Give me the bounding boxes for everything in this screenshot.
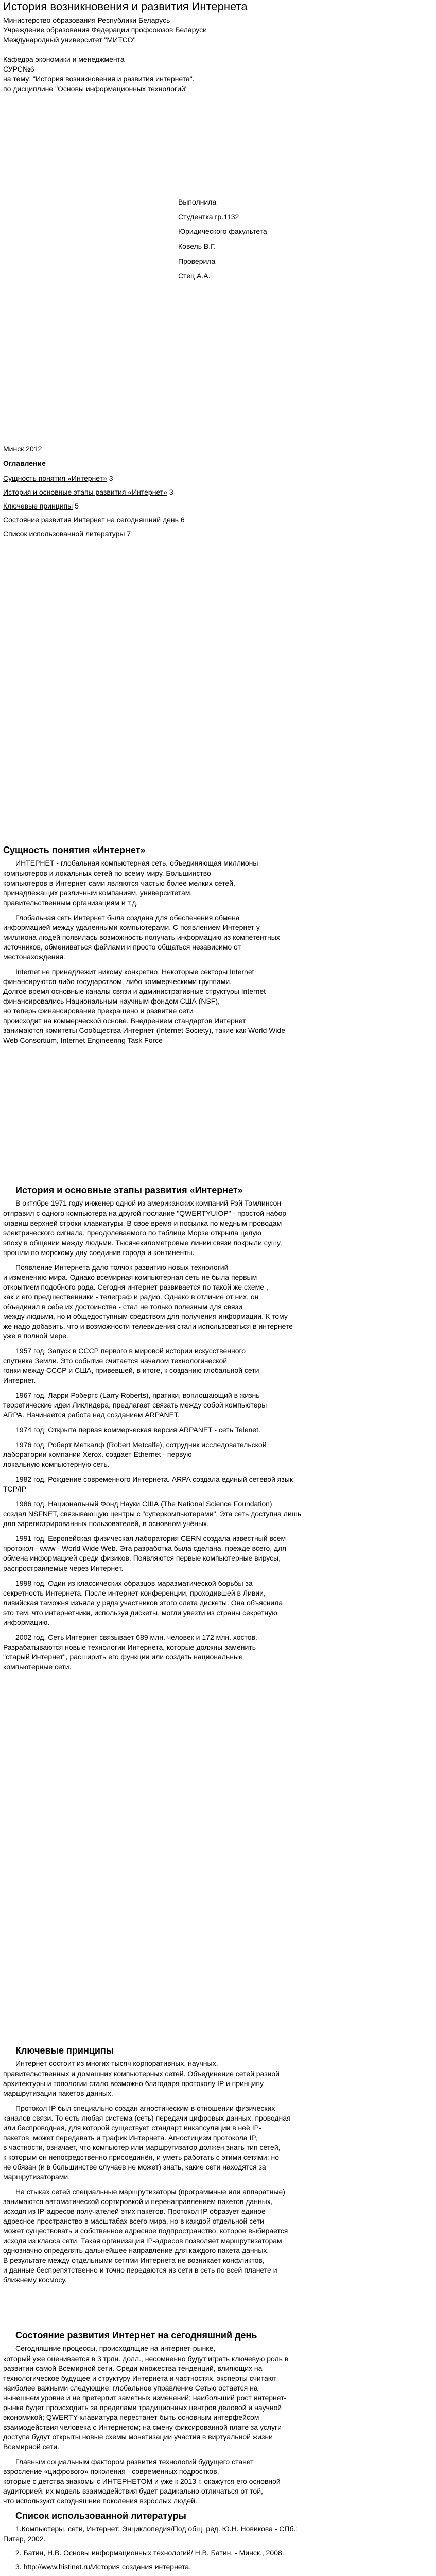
text-line: Появление Интернета дало толчок развитию новых технологий (15, 1263, 229, 1272)
author-line: Студентка гр.1132 (178, 212, 239, 221)
text-line: секретность Интернета. После интернет-конференции, проходившей в Ливии, (3, 1588, 266, 1597)
text-line: между людьми, но и общедоступным средством для получения информации. К тому (3, 1312, 288, 1320)
text-line: финансируются либо государством, либо коммерческими группами. (3, 977, 232, 986)
text-line: к которым он непосредственно присоединён, и уметь работать с этими сетями; но (3, 2153, 279, 2161)
text-line: спутника Земли. Это событие считается началом технологической (3, 1356, 228, 1365)
toc-link-literature[interactable]: Список использованной литературы (3, 530, 125, 538)
text-line: технологическое будущее и структуру Интернета и частностях, эксперты считают (3, 2374, 277, 2382)
text-line: ARPA. Начинается работа над созданием ARPANET. (3, 1411, 180, 1419)
section-heading: История и основные этапы развития «Интернет» (15, 1185, 243, 1195)
text-line: В октябре 1971 году инженер одной из американских компаний Рэй Томлинсон (15, 1199, 282, 1208)
text-line: или беспроводная, для которой существует стандарт инкапсуляции в неё IP- (3, 2123, 261, 2132)
paragraph (3, 1198, 421, 1257)
paragraph (3, 2104, 421, 2182)
text-line: ливийская таможня изъяла у ряда участников этого слета дискеты. Она объяснила (3, 1598, 283, 1607)
text-line: 1976 год. Роберт Меткалф (Robert Metcalfe), сотрудник исследовательской (15, 1440, 267, 1449)
text-line: лаборатории компании Xerox. создает Ethernet - первую (3, 1450, 192, 1459)
author-line: Стец А.А. (178, 272, 211, 280)
literature-index: 3. (15, 2562, 24, 2571)
text-line: миллиона людей появилась возможность получать информацию из компетентных (3, 933, 280, 941)
text-line: это тем, что интернетчики, используя дискеты, могли увезти из страны секретную (3, 1608, 277, 1617)
text-line: информацию. (3, 1618, 50, 1626)
section-heading: Ключевые принципы (15, 2045, 114, 2056)
text-line: теоретические идеи Ликлидера, предлагает связать между собой компьютеры (3, 1401, 267, 1410)
toc-item (3, 515, 421, 525)
literature-title: История создания интернета. (92, 2562, 191, 2571)
paragraph (3, 1425, 421, 1435)
text-line: который уже оценивается в 3 трлн. долл., несомненно будут играть ключевую роль в (3, 2354, 289, 2363)
toc-page-number: 3 (109, 474, 113, 483)
text-line: Главным социальным фактором развития технологий будущего станет (15, 2457, 254, 2466)
text-line: в частности, означает, что компьютер или маршрутизатор должен знать тип сетей, (3, 2143, 281, 2151)
text-line: компьютеров в Интернет сами являются частью более мелких сетей, (3, 878, 235, 887)
toc-item (3, 487, 421, 497)
text-line: создал NSFNET, связывающую центры с "суперкомпьютерами", Эта сеть доступна лишь (3, 1510, 302, 1518)
text-line: маршрутизации пакетов данных. (3, 2089, 113, 2097)
text-line: ИНТЕРНЕТ - глобальная компьютерная сеть, объединяющая миллионы (15, 859, 258, 868)
paragraph (3, 1534, 421, 1573)
text-line: Интернет состоит из многих тысяч корпоративных, научных, (15, 2059, 218, 2068)
text-line: "старый Интернет", расширить его функции или создать национальные (3, 1652, 243, 1661)
text-line: 2002 год. Сеть Интернет связывает 689 млн. человек и 172 млн. хостов. (15, 1633, 257, 1641)
paragraph (3, 2059, 421, 2098)
toc-page-number: 5 (75, 502, 79, 511)
text-line: нынешнем уровне и не претерпит заметных изменений; наибольший рост интернет- (3, 2393, 287, 2402)
literature-item (3, 2562, 421, 2572)
header-line: Министерство образования Республики Беларусь (3, 16, 170, 24)
toc-item (3, 501, 421, 511)
header-line: Кафедра экономики и менеджмента (3, 55, 125, 64)
text-line: информацией между удаленными компьютерами. С появлением Интернет у (3, 923, 260, 931)
text-line: 1.Компьютеры, сети, Интернет: Энциклопедия/Под общ. ред. Ю.Н. Новикова - СПб.: (15, 2524, 298, 2533)
text-line: клавиш верхней строки клавиатуры. В свое время и посылка по медным проводам (3, 1218, 282, 1227)
text-line: но теперь финансирование прекращено и развитие сети (3, 1006, 194, 1015)
text-line: наиболее важными следующие: глобальное управление Сетью остается на (3, 2383, 258, 2392)
text-line: гонки между СССР и США, привевшей, в итоге, к созданию глобальной сети (3, 1366, 259, 1375)
toc-item (3, 473, 421, 483)
text-line: прошли по морскому дну соединив города и континенты. (3, 1248, 195, 1257)
text-line: правительственным организациям и т.д. (3, 898, 138, 907)
literature-link[interactable]: http://www.histinet.ru/ (23, 2562, 92, 2571)
toc-page-number: 6 (180, 516, 185, 524)
section-history (3, 1184, 421, 1672)
text-line: правительственных и домашних компьютерных сетей. Объединение сетей разной (3, 2069, 280, 2078)
text-line: Долгое время основные каналы связи и административные структуры Internet (3, 987, 266, 995)
text-line: однозначно определять дальнейшее направление для каждого пакета данных. (3, 2246, 269, 2255)
paragraph (3, 967, 421, 1045)
text-line: открытием подобного рода. Сегодня интернет развивается по такой же схеме , (3, 1282, 268, 1291)
text-line: которые с детства знакомы с ИНТЕРНЕТОМ и уже к 2013 г. окажутся его основной (3, 2477, 281, 2485)
text-line: может существовать и собственное адресное подпространство, которое выбирается (3, 2226, 288, 2235)
text-line: экономикой; QWERTY-клавиатура перестанет быть основным интерфейсом (3, 2413, 259, 2421)
header-line: СУРС№6 (3, 65, 34, 74)
text-line: Web Consortium, Internet Engineering Task Force (3, 1036, 163, 1044)
toc-heading: Оглавление (3, 459, 46, 467)
header-line: по дисциплине "Основы информационных технологий" (3, 84, 188, 93)
text-line: Internet не принадлежит никому конкретно. Некоторые секторы Internet (15, 967, 254, 976)
text-line: Интернет. (3, 1376, 36, 1384)
text-line: TCP/IP (3, 1485, 27, 1494)
header-line: Учреждение образования Федерации профсоюзов Беларуси (3, 26, 207, 35)
text-line: уже в полной мере. (3, 1331, 68, 1340)
text-line: электрического сигнала, преодолеваемого по таблице Морзе открыла целую (3, 1228, 261, 1237)
text-line: аудиторией, их модель взаимодействия будет радикально отличаться от той, (3, 2486, 263, 2495)
text-line: принадлежащих различным компаниям, университетам, (3, 888, 193, 897)
text-line: как и его предшественники - телеграф и радио. Однако в отличие от них, он (3, 1292, 259, 1301)
text-line: Разрабатываются новые технологии Интернета, которые должны заменить (3, 1642, 256, 1651)
author-line: Ковель В.Г. (178, 242, 216, 251)
header-line (3, 45, 421, 55)
text-line: взросление «цифрового» поколения - современных подростков, (3, 2467, 219, 2476)
paragraph (3, 1346, 421, 1385)
text-line: отправил с одного компьютера на другой послание "QWERTYUIOP" - простой набор (3, 1209, 287, 1217)
text-line: маршрутизаторами. (3, 2172, 71, 2181)
text-line: компьютерные сети. (3, 1662, 72, 1671)
author-line: Проверила (178, 257, 216, 265)
text-line: 1998 год. Один из классических образцов маразматической борьбы за (15, 1579, 253, 1587)
toc-link-history[interactable]: История и основные этапы развития «Интернет» (3, 488, 167, 497)
text-line: распространяемые через Интернет. (3, 1564, 124, 1572)
paragraph (3, 2457, 421, 2506)
author-line: Выполнила (178, 198, 217, 206)
text-line: архитектуры и топологии стало возможно благодаря протоколу IP и принципу (3, 2079, 264, 2088)
text-line: обмена информацией среди физиков. Появляются первые компьютерные вирусы, (3, 1554, 281, 1563)
text-line: доступа будут открыты новые схемы монетизации участия в виртуальной жизни (3, 2432, 273, 2441)
text-line: протокол - www - World Wide Web. Эта разработка была сделана, прежде всего, для (3, 1544, 286, 1553)
text-line: не обязан (и в большинстве случаев не может) знать, какие сети находятся за (3, 2162, 266, 2171)
text-line: ближнему космосу. (3, 2276, 67, 2284)
text-line: На стыках сетей специальные маршрутизаторы (программные или аппаратные) (15, 2187, 285, 2196)
text-line: для зарегистрированных пользователей, в основном учёных. (3, 1519, 209, 1528)
text-line: рынка будет происходить за пределами традиционных центров деловой и научной (3, 2403, 282, 2412)
text-line: 1974 год. Открыта первая коммерческая версия ARPANET - сеть Telenet. (15, 1426, 260, 1434)
title-page-header (3, 15, 421, 94)
paragraph (3, 2187, 421, 2285)
section-essence (3, 844, 421, 1045)
toc-page-number: 7 (127, 530, 131, 538)
text-line: Глобальная сеть Интернет была создана для обеспечения обмена (15, 913, 240, 922)
text-line: эпоху в общении между людьми. Тысячекилометровые линии связи покрыли сушу, (3, 1238, 282, 1247)
toc-page-number: 3 (169, 488, 173, 497)
paragraph (3, 1499, 421, 1529)
literature-item (3, 2524, 421, 2544)
text-line: развитии самой Всемирной сети. Среди множества тенденций, влияющих на (3, 2364, 263, 2372)
section-heading: Состояние развития Интернет на сегодняшний день (15, 2330, 257, 2341)
header-line: на тему: "История возникновения и развития интернета". (3, 75, 195, 83)
table-of-contents (3, 459, 421, 543)
text-line: пакетов, может передавать и трафик Интернета. Агностицизм протокола IP, (3, 2133, 257, 2142)
city-year: Минск 2012 (3, 445, 42, 453)
text-line: каналов связи. То есть любая система (сеть) передачи цифровых данных, проводная (3, 2113, 291, 2122)
text-line: адресное пространство в масштабах всего мира, но в каждой отдельной сети (3, 2216, 264, 2225)
text-line: и изменению мира. Однако всемирная компьютерная сеть не была первым (3, 1273, 257, 1281)
paragraph (3, 1440, 421, 1469)
header-line: Международный университет "МИТСО" (3, 36, 136, 44)
text-line: местонахождения. (3, 952, 65, 961)
paragraph (3, 913, 421, 962)
text-line: источников, обмениваться файлами и просто общаться независимо от (3, 942, 241, 951)
text-line: Всемирной сети. (3, 2442, 60, 2451)
text-line: Сегодняшние процессы, происходящие на интернет-рынке, (15, 2344, 216, 2353)
paragraph (3, 1579, 421, 1628)
paragraph (3, 858, 421, 907)
text-line: что используют сегодняшние поколения взрослых людей. (3, 2496, 197, 2505)
text-line: 1986 год. Национальный Фонд Науки США (The National Science Foundation) (15, 1500, 272, 1509)
text-line: занимаются автоматической сортировкой и перенаправлением пакетов данных, (3, 2197, 273, 2206)
text-line: 2. Батин, Н.В. Основы информационных технологий/ Н.В. Батин, - Минск., 2008. (15, 2548, 284, 2557)
text-line: локальную компьютерную сеть. (3, 1460, 110, 1469)
text-line: происходит на коммерческой основе. Внедрением стандартов Интернет (3, 1016, 246, 1025)
section-heading: Список использованной литературы (15, 2511, 186, 2521)
text-line: Протокол IP был специально создан агностическим в отношении физических (15, 2104, 275, 2112)
text-line: компьютеров и локальных сетей по всему миру. Большинство (3, 869, 211, 877)
section-principles (3, 2044, 421, 2285)
text-line: исходя из IP-адресов получателей этих пакетов. Протокол IP образует единое (3, 2207, 266, 2215)
text-line: же надо добавить, что и возможности телевидения стали использоваться в интернете (3, 1321, 293, 1330)
text-line: 1957 год. Запуск в СССР первого в мировой истории искусственного (15, 1346, 246, 1355)
text-line: 1991 год. Европейская физическая лаборатория CERN создала известный всем (15, 1534, 286, 1543)
text-line: Питер, 2002. (3, 2534, 46, 2543)
text-line: финансировались Национальным научным фондом США (NSF), (3, 996, 220, 1005)
toc-link-principles[interactable]: Ключевые принципы (3, 502, 73, 511)
toc-link-state[interactable]: Состояние развития Интернет на сегодняшний день (3, 516, 179, 524)
text-line: занимаются комитеты Сообщества Интернет (Internet Society), такие как World Wide (3, 1026, 286, 1035)
toc-link-essence[interactable]: Сущность понятия «Интернет» (3, 474, 107, 483)
section-literature (3, 2510, 421, 2572)
paragraph (3, 1263, 421, 1341)
paragraph (3, 2344, 421, 2451)
section-heading: Сущность понятия «Интернет» (3, 845, 146, 855)
author-line: Юридического факультета (178, 227, 267, 236)
document-title: История возникновения и развития Интернета (3, 0, 248, 13)
text-line: и данные беспрепятственно и точно передаются из сети в сеть по всей планете и (3, 2266, 277, 2275)
paragraph (3, 1391, 421, 1420)
text-line: 1982 год. Рождение современного Интернета. ARPA создала единый сетевой язык (15, 1475, 293, 1484)
text-line: взаимодействия человека с Интернетом; на смену фиксированной плате за услуги (3, 2422, 282, 2431)
literature-item (3, 2548, 421, 2558)
paragraph (3, 1475, 421, 1494)
author-block (178, 195, 421, 283)
text-line: исходя из класса сети. Такая организация IP-адресов позволяет маршрутизаторам (3, 2236, 282, 2245)
section-current-state (3, 2329, 421, 2506)
text-line: В результате между отдельными сетями Интернета не возникает конфликтов, (3, 2256, 265, 2265)
paragraph (3, 1633, 421, 1672)
toc-item (3, 529, 421, 539)
text-line: объединил в себе их достоинства - стал не только полезным для связи (3, 1302, 242, 1311)
text-line: 1967 год. Ларри Робертс (Larry Roberts), пратики, воплощающий в жизнь (15, 1391, 260, 1400)
